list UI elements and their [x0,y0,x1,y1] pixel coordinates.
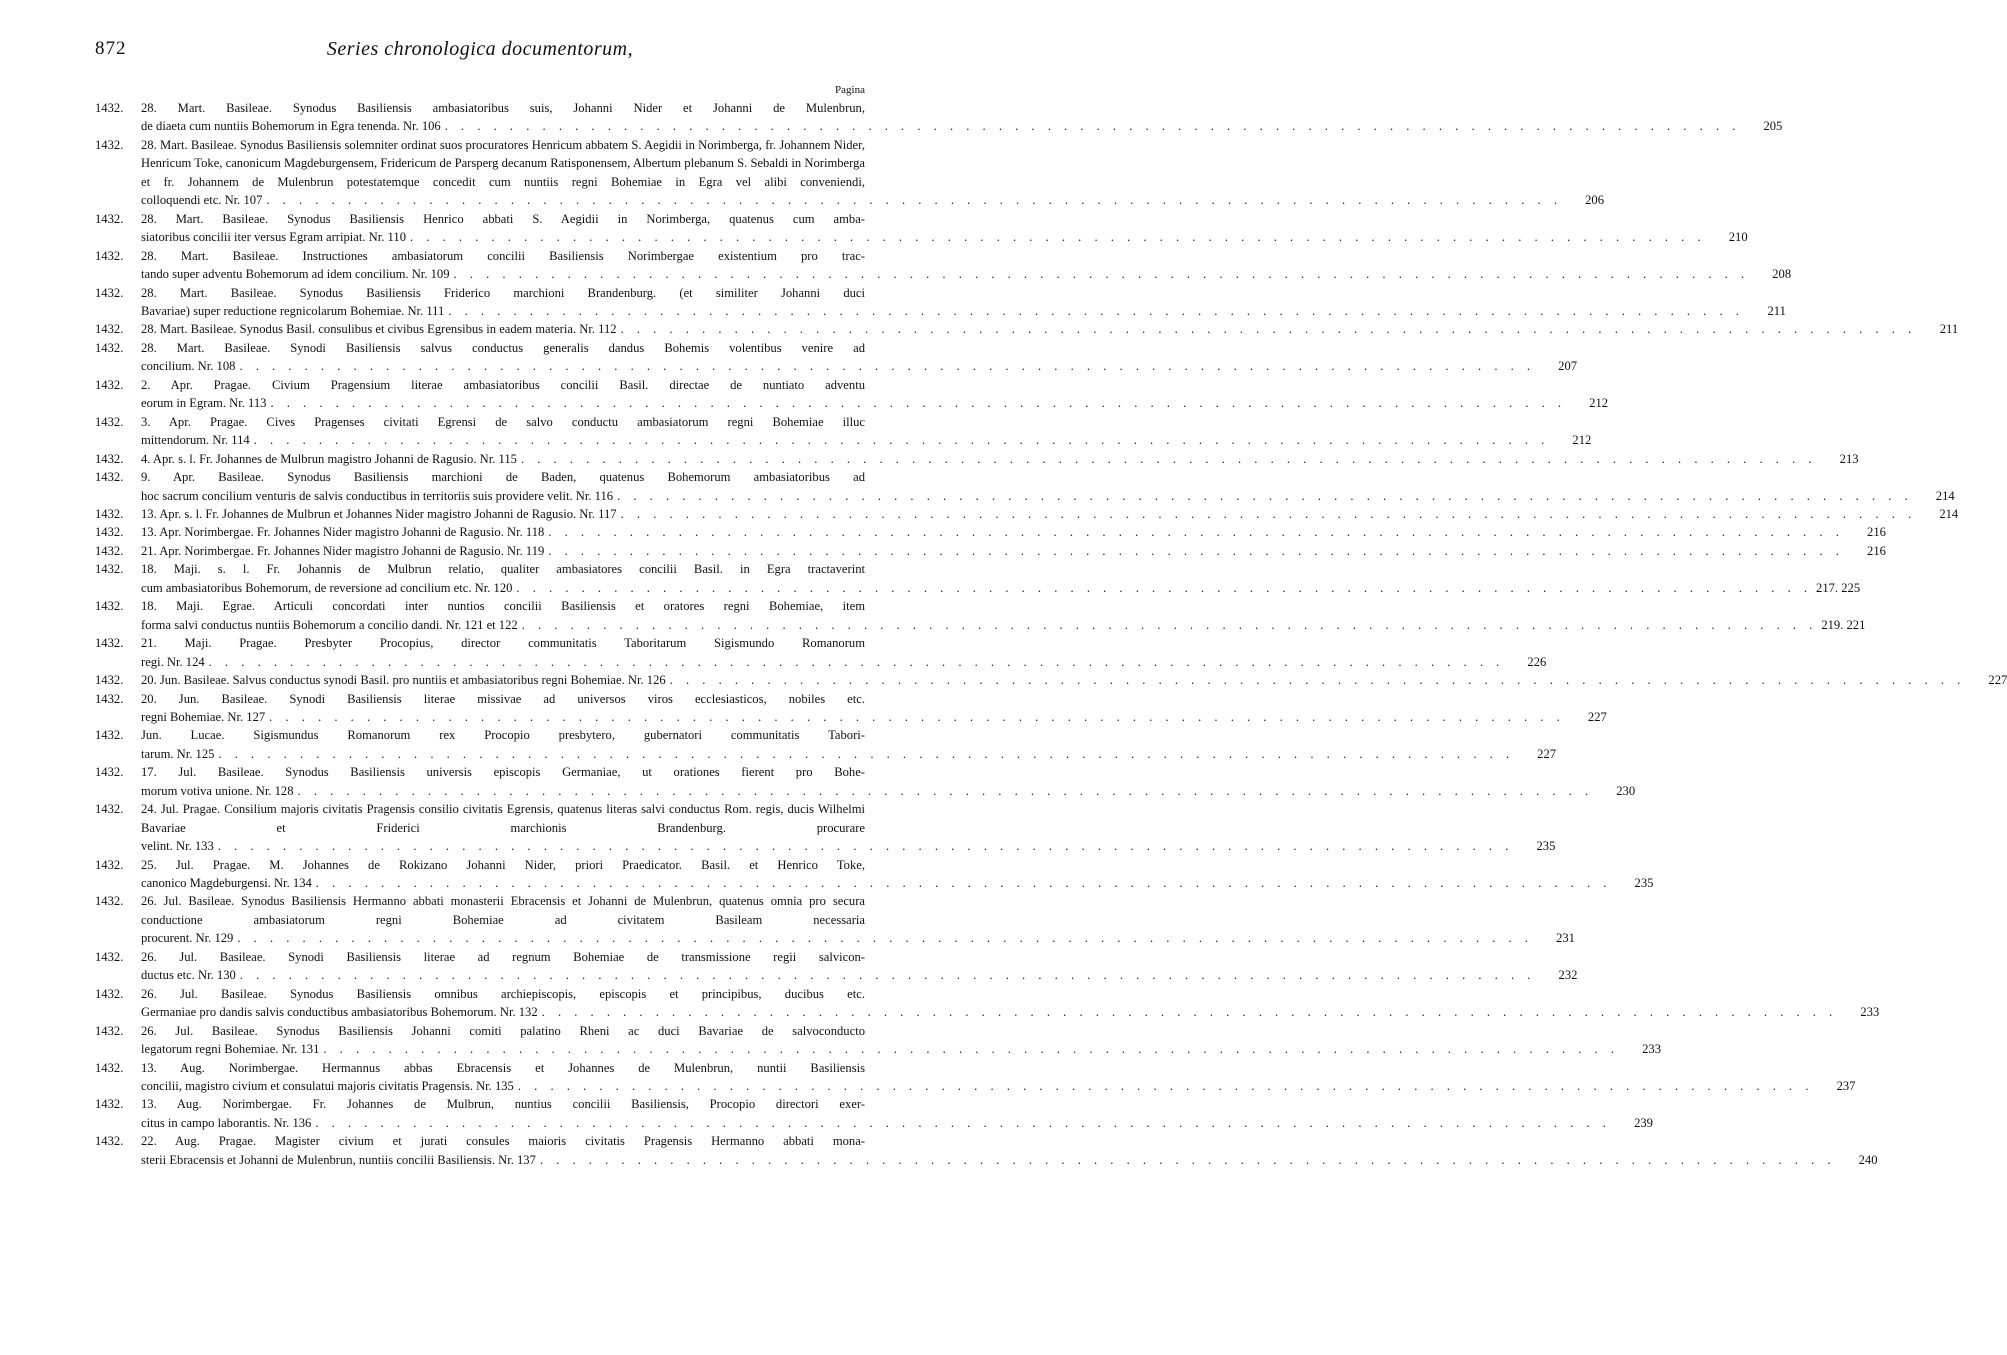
entry-body [141,339,1578,376]
entry-year: 1432. [95,377,124,392]
entry-year: 1432. [95,673,124,688]
entry-text: 20. Jun. Basileae. Synodi Basiliensis literae missivae ad universos viros ecclesiasticos, nobiles etc. [141,691,865,706]
entry-text-end: Bavariae) super reductione regnicolarum Bohemiae. Nr. 111 [141,303,445,318]
dot-leader: . . . . . . . . . . . . . . . . . . . . . . . . . . . . . . . . . . . . . . . . . . . . . . . . . . . . . . . . . . . . . . . . . . . . . . . . . . . . . . . . [669,673,1966,688]
entry-tail [141,487,1955,505]
entry-text-end: mittendorum. Nr. 114 [141,433,250,448]
entry-page-ref: 211 [1767,303,1786,318]
page-number: 872 [95,38,127,59]
entry-text-end: velint. Nr. 133 [141,839,214,854]
entry-text: 17. Jul. Basileae. Synodus Basiliensis universis episcopis Germaniae, ut orationes fierent pro Bohe- [141,765,865,780]
entry-text-end: eorum in Egram. Nr. 113 [141,396,267,411]
entry-tail [141,228,1748,246]
document-entry [95,1022,1661,1059]
entry-page-ref: 212 [1589,396,1609,411]
document-entry [95,210,1748,247]
document-entry [95,597,1866,634]
dot-leader: . . . . . . . . . . . . . . . . . . . . . . . . . . . . . . . . . . . . . . . . . . . . . . . . . . . . . . . . . . . . . . . . . . . . . . . . . . . . . . . . [323,1042,1619,1057]
entry-body [141,892,1575,947]
entry-tail [141,1040,1661,1058]
entry-text-end: hoc sacrum concilium venturis de salvis conductibus in territoriis suis providere velit. Nr. 116 [141,488,614,503]
dot-leader: . . . . . . . . . . . . . . . . . . . . . . . . . . . . . . . . . . . . . . . . . . . . . . . . . . . . . . . . . . . . . . . . . . . . . . . . . . . . . . . . [208,654,1505,669]
entry-page-ref: 217. 225 [1816,580,1861,595]
entry-text-end: procurent. Nr. 129 [141,931,234,946]
entry-body [141,1022,1661,1059]
entry-page-ref: 213 [1839,451,1859,466]
entry-text: 22. Aug. Pragae. Magister civium et jurati consules maioris civitatis Pragensis Hermanno abbati mona- [141,1134,865,1149]
document-entry [95,99,1783,136]
entry-text-end: Germaniae pro dandis salvis conductibus ambasiatoribus Bohemorum. Nr. 132 [141,1005,538,1020]
entry-text: 9. Apr. Basileae. Synodus Basiliensis marchioni de Baden, quatenus Bohemorum ambasiatoribus ad [141,470,865,485]
entry-body [141,690,1607,727]
entry-tail [141,708,1607,726]
entry-page-ref: 227 [1587,709,1607,724]
dot-leader: . . . . . . . . . . . . . . . . . . . . . . . . . . . . . . . . . . . . . . . . . . . . . . . . . . . . . . . . . . . . . . . . . . . . . . . . . . . . . . . . [237,931,1533,946]
entry-page-ref: 210 [1728,230,1748,245]
entry-tail [141,117,1783,135]
entry-year: 1432. [95,451,124,466]
entry-page-ref: 239 [1634,1115,1653,1130]
entry-page-ref: 233 [1860,1005,1880,1020]
entry-year: 1432. [95,211,124,226]
entry-tail [141,653,1547,671]
dot-leader: . . . . . . . . . . . . . . . . . . . . . . . . . . . . . . . . . . . . . . . . . . . . . . . . . . . . . . . . . . . . . . . . . . . . . . . . . . . . . . . . [453,267,1750,282]
entry-text-end: de diaeta cum nuntiis Bohemorum in Egra tenenda. Nr. 106 [141,119,441,134]
entry-year: 1432. [95,562,124,577]
dot-leader: . . . . . . . . . . . . . . . . . . . . . . . . . . . . . . . . . . . . . . . . . . . . . . . . . . . . . . . . . . . . . . . . . . . . . . . . . . . . . . . . [548,525,1844,540]
entry-text-end: ductus etc. Nr. 130 [141,968,236,983]
entry-text-end: forma salvi conductus nuntiis Bohemorum a concilio dandi. Nr. 121 et 122 [141,617,518,632]
entry-text-end: legatorum regni Bohemiae. Nr. 131 [141,1042,320,1057]
entry-body [141,597,1866,634]
entry-text: 28. Mart. Basileae. Synodus Basiliensis Henrico abbati S. Aegidii in Norimberga, quatenus cum amba- [141,211,865,226]
dot-leader: . . . . . . . . . . . . . . . . . . . . . . . . . . . . . . . . . . . . . . . . . . . . . . . . . . . . . . . . . . . . . . . . . . . . . . . . . . . . . . . . [269,709,1565,724]
entry-page-ref: 214 [1935,488,1955,503]
entry-text-end: tarum. Nr. 125 [141,746,215,761]
entry-year: 1432. [95,340,124,355]
entry-tail [141,874,1654,892]
entry-text: 25. Jul. Pragae. M. Johannes de Rokizano Johanni Nider, priori Praedicator. Basil. et Henrico Toke, [141,857,865,872]
entry-year: 1432. [95,470,124,485]
entry-text: 28. Mart. Basileae. Synodus Basiliensis ambasiatoribus suis, Johanni Nider et Johanni de Mulenbrun, [141,101,865,115]
entry-tail [141,505,1959,523]
document-entry [95,523,1886,541]
entry-tail [141,191,1604,209]
entry-text-end: cum ambasiatoribus Bohemorum, de reversione ad concilium etc. Nr. 120 [141,580,513,595]
entry-body [141,320,1959,338]
dot-leader: . . . . . . . . . . . . . . . . . . . . . . . . . . . . . . . . . . . . . . . . . . . . . . . . . . . . . . . . . . . . . . . . . . . . . . . . . . . . . . . . [539,1152,1836,1167]
entry-tail [141,671,2007,689]
dot-leader: . . . . . . . . . . . . . . . . . . . . . . . . . . . . . . . . . . . . . . . . . . . . . . . . . . . . . . . . . . . . . . . . . . . . . . . . . . . . . . . . [297,783,1594,798]
entry-page-ref: 226 [1527,654,1547,669]
entry-year: 1432. [95,765,124,780]
document-entry [95,1132,1878,1169]
entry-year: 1432. [95,525,124,540]
dot-leader: . . . . . . . . . . . . . . . . . . . . . . . . . . . . . . . . . . . . . . . . . . . . . . . . . . . . . . . . . . . . . . . . . . . . . . . . . . . . . . . . [620,322,1917,337]
entry-text: 18. Maji. s. l. Fr. Johannis de Mulbrun relatio, qualiter ambasiatores concilii Basil. in Egra tractaverint [141,562,865,577]
entry-body [141,763,1636,800]
entry-tail [141,616,1866,634]
entry-body [141,505,1959,523]
entry-page-ref: 205 [1763,119,1783,134]
entry-year: 1432. [95,506,124,521]
document-entry [95,247,1792,284]
entry-page-ref: 211 [1939,322,1959,337]
dot-leader: . . . . . . . . . . . . . . . . . . . . . . . . . . . . . . . . . . . . . . . . . . . . . . . . . . . . . . . . . . . . . . . . . . . . . . . . . . . . . . . . [620,506,1917,521]
document-entry [95,1095,1653,1132]
entry-tail [141,1003,1880,1021]
entry-text-end: morum votiva unione. Nr. 128 [141,783,294,798]
entry-tail [141,394,1609,412]
entry-page-ref: 230 [1616,783,1636,798]
entry-text: 28. Mart. Basileae. Instructiones ambasiatorum concilii Basiliensis Norimbergae existentium pro trac- [141,248,865,263]
entry-body [141,634,1547,671]
entry-page-ref: 207 [1558,359,1578,374]
entry-year: 1432. [95,101,124,115]
entry-year: 1432. [95,728,124,743]
entry-text-end: sterii Ebracensis et Johanni de Mulenbrun, nuntiis concilii Basiliensis. Nr. 137 [141,1152,536,1167]
document-entry [95,892,1575,947]
document-entry [95,505,1959,523]
entry-body [141,523,1886,541]
document-entry [95,985,1880,1022]
entry-body [141,985,1880,1022]
dot-leader: . . . . . . . . . . . . . . . . . . . . . . . . . . . . . . . . . . . . . . . . . . . . . . . . . . . . . . . . . . . . . . . . . . . . . . . . . . . . . . . . [266,193,1562,208]
entry-text: 28. Mart. Basileae. Synodus Basiliensis Friderico marchioni Brandenburg. (et similiter Johanni duci [141,285,865,300]
dot-leader: . . . . . . . . . . . . . . . . . . . . . . . . . . . . . . . . . . . . . . . . . . . . . . . . . . . . . . . . . . . . . . . . . . . . . . . . . . . . . . . . [521,617,1818,632]
dot-leader: . . . . . . . . . . . . . . . . . . . . . . . . . . . . . . . . . . . . . . . . . . . . . . . . . . . . . . . . . . . . . . . . . . . . . . . . . . . . . . . . [410,230,1706,245]
document-entry [95,339,1578,376]
entry-year: 1432. [95,1023,124,1038]
entry-tail [141,302,1786,320]
document-entry [95,726,1557,763]
entry-text-end: canonico Magdeburgensi. Nr. 134 [141,876,312,891]
entry-page-ref: 235 [1536,839,1556,854]
entry-year: 1432. [95,285,124,300]
entry-body [141,99,1783,136]
entry-year: 1432. [95,986,124,1001]
entry-text-end: 28. Mart. Basileae. Synodus Basil. consulibus et civibus Egrensibus in eadem materia. Nr. 112 [141,322,617,337]
document-entry [95,690,1607,727]
document-entry [95,560,1861,597]
entry-page-ref: 219. 221 [1821,617,1866,632]
dot-leader: . . . . . . . . . . . . . . . . . . . . . . . . . . . . . . . . . . . . . . . . . . . . . . . . . . . . . . . . . . . . . . . . . . . . . . . . . . . . . . . . [517,1079,1814,1094]
entry-tail [141,579,1861,597]
dot-leader: . . . . . . . . . . . . . . . . . . . . . . . . . . . . . . . . . . . . . . . . . . . . . . . . . . . . . . . . . . . . . . . . . . . . . . . . . . . . . . . . [548,543,1844,558]
document-entry [95,856,1654,893]
entry-year: 1432. [95,322,124,337]
entry-year: 1432. [95,1097,124,1112]
entry-text: 24. Jul. Pragae. Consilium majoris civitatis Pragensis consilio civitatis Egrensis, quatenus literas salvi conductus Rom. regis, ducis Wilhelmi Bavariae et Friderici marchionis Brandenburg. procurare [141,802,865,835]
entry-text: 13. Aug. Norimbergae. Fr. Johannes de Mulbrun, nuntius concilii Basiliensis, Procopio directori exer- [141,1097,865,1112]
dot-leader: . . . . . . . . . . . . . . . . . . . . . . . . . . . . . . . . . . . . . . . . . . . . . . . . . . . . . . . . . . . . . . . . . . . . . . . . . . . . . . . . [315,1115,1611,1130]
entry-body [141,247,1792,284]
entry-tail [141,782,1636,800]
entry-text: 21. Maji. Pragae. Presbyter Procopius, director communitatis Taboritarum Sigismundo Romanorum [141,636,865,651]
entry-text: 2. Apr. Pragae. Civium Pragensium literae ambasiatoribus concilii Basil. directae de nuntiato adventu [141,377,865,392]
entry-text: 3. Apr. Pragae. Cives Pragenses civitati Egrensi de salvo conductu ambasiatorum regni Bohemiae illuc [141,414,865,429]
document-entry [95,1059,1856,1096]
entry-text: 13. Aug. Norimbergae. Hermannus abbas Ebracensis et Johannes de Mulenbrun, nuntii Basiliensis [141,1060,865,1075]
entry-tail [141,929,1575,947]
entry-text-end: tando super adventu Bohemorum ad idem concilium. Nr. 109 [141,267,450,282]
page-header [95,38,865,68]
entry-text-end: colloquendi etc. Nr. 107 [141,193,263,208]
document-entry [95,800,1556,855]
entry-text-end: siatoribus concilii iter versus Egram arripiat. Nr. 110 [141,230,406,245]
entry-year: 1432. [95,137,124,152]
entry-text: 26. Jul. Basileae. Synodus Basiliensis Hermanno abbati monasterii Ebracensis et Johanni de Mulenbrun, quatenus omnia pro secura conductione ambasiatorum regni Bohemiae ad civitatem Basileam necessaria [141,894,865,927]
entry-body [141,136,1604,210]
document-entry [95,376,1609,413]
entry-page-ref: 227 [1988,673,2007,688]
entry-body [141,376,1609,413]
entry-tail [141,837,1556,855]
entry-year: 1432. [95,1060,124,1075]
dot-leader: . . . . . . . . . . . . . . . . . . . . . . . . . . . . . . . . . . . . . . . . . . . . . . . . . . . . . . . . . . . . . . . . . . . . . . . . . . . . . . . . [617,488,1913,503]
dot-leader: . . . . . . . . . . . . . . . . . . . . . . . . . . . . . . . . . . . . . . . . . . . . . . . . . . . . . . . . . . . . . . . . . . . . . . . . . . . . . . . . [218,746,1515,761]
entry-page-ref: 212 [1572,433,1592,448]
entry-tail [141,431,1592,449]
entry-body [141,726,1557,763]
entry-tail [141,320,1959,338]
entry-body [141,800,1556,855]
entry-page-ref: 216 [1867,525,1886,540]
entry-tail [141,1077,1856,1095]
entry-text: 26. Jul. Basileae. Synodus Basiliensis Johanni comiti palatino Rheni ac duci Bavariae de salvoconducto [141,1023,865,1038]
entry-year: 1432. [95,949,124,964]
entry-tail [141,265,1792,283]
entry-body [141,468,1955,505]
entry-text-end: 13. Apr. Norimbergae. Fr. Johannes Nider magistro Johanni de Ragusio. Nr. 118 [141,525,545,540]
entry-text-end: concilium. Nr. 108 [141,359,236,374]
document-entry [95,948,1578,985]
document-entry [95,284,1786,321]
dot-leader: . . . . . . . . . . . . . . . . . . . . . . . . . . . . . . . . . . . . . . . . . . . . . . . . . . . . . . . . . . . . . . . . . . . . . . . . . . . . . . . . [516,580,1813,595]
dot-leader: . . . . . . . . . . . . . . . . . . . . . . . . . . . . . . . . . . . . . . . . . . . . . . . . . . . . . . . . . . . . . . . . . . . . . . . . . . . . . . . . [448,303,1744,318]
entry-year: 1432. [95,894,124,909]
entry-body [141,671,2007,689]
dot-leader: . . . . . . . . . . . . . . . . . . . . . . . . . . . . . . . . . . . . . . . . . . . . . . . . . . . . . . . . . . . . . . . . . . . . . . . . . . . . . . . . [444,119,1741,134]
entry-tail [141,357,1578,375]
entry-page-ref: 208 [1772,267,1792,282]
dot-leader: . . . . . . . . . . . . . . . . . . . . . . . . . . . . . . . . . . . . . . . . . . . . . . . . . . . . . . . . . . . . . . . . . . . . . . . . . . . . . . . . [253,433,1550,448]
document-list [95,99,2007,1169]
entry-body [141,450,1859,468]
document-entry [95,763,1636,800]
entry-text-end: concilii, magistro civium et consulatui majoris civitatis Pragensis. Nr. 135 [141,1079,514,1094]
entry-text: 26. Jul. Basileae. Synodi Basiliensis literae ad regnum Bohemiae de transmissione regii salvicon- [141,949,865,964]
entry-year: 1432. [95,802,124,817]
entry-text: 28. Mart. Basileae. Synodi Basiliensis salvus conductus generalis dandus Bohemis volentibus venire ad [141,340,865,355]
entry-year: 1432. [95,414,124,429]
entry-text-end: regi. Nr. 124 [141,654,205,669]
entry-year: 1432. [95,599,124,614]
entry-body [141,542,1886,560]
entry-year: 1432. [95,691,124,706]
entry-year: 1432. [95,857,124,872]
entry-year: 1432. [95,543,124,558]
document-entry [95,136,1604,210]
pagina-column-label: Pagina [835,84,865,96]
entry-page-ref: 233 [1642,1042,1661,1057]
document-entry [95,450,1859,468]
dot-leader: . . . . . . . . . . . . . . . . . . . . . . . . . . . . . . . . . . . . . . . . . . . . . . . . . . . . . . . . . . . . . . . . . . . . . . . . . . . . . . . . [520,451,1817,466]
entry-body [141,210,1748,247]
entry-year: 1432. [95,636,124,651]
entry-text: 26. Jul. Basileae. Synodus Basiliensis omnibus archiepiscopis, episcopis et principibus, ducibus etc. [141,986,865,1001]
dot-leader: . . . . . . . . . . . . . . . . . . . . . . . . . . . . . . . . . . . . . . . . . . . . . . . . . . . . . . . . . . . . . . . . . . . . . . . . . . . . . . . . [315,876,1612,891]
entry-body [141,560,1861,597]
entry-tail [141,542,1886,560]
entry-body [141,1059,1856,1096]
entry-page-ref: 231 [1556,931,1575,946]
entry-tail [141,523,1886,541]
entry-text-end: 4. Apr. s. l. Fr. Johannes de Mulbrun magistro Johanni de Ragusio. Nr. 115 [141,451,517,466]
entry-page-ref: 237 [1836,1079,1856,1094]
document-entry [95,634,1547,671]
entry-page-ref: 235 [1634,876,1654,891]
entry-year: 1432. [95,248,124,263]
entry-year: 1432. [95,1134,124,1149]
dot-leader: . . . . . . . . . . . . . . . . . . . . . . . . . . . . . . . . . . . . . . . . . . . . . . . . . . . . . . . . . . . . . . . . . . . . . . . . . . . . . . . . [217,839,1514,854]
entry-page-ref: 240 [1858,1152,1878,1167]
entry-tail [141,450,1859,468]
dot-leader: . . . . . . . . . . . . . . . . . . . . . . . . . . . . . . . . . . . . . . . . . . . . . . . . . . . . . . . . . . . . . . . . . . . . . . . . . . . . . . . . [541,1005,1838,1020]
entry-page-ref: 206 [1585,193,1604,208]
document-entry [95,413,1592,450]
entry-text-end: 20. Jun. Basileae. Salvus conductus synodi Basil. pro nuntiis et ambasiatoribus regni Bohemiae. Nr. 126 [141,673,666,688]
entry-page-ref: 216 [1867,543,1886,558]
entry-body [141,413,1592,450]
entry-tail [141,745,1557,763]
document-entry [95,542,1886,560]
entry-text-end: 21. Apr. Norimbergae. Fr. Johannes Nider magistro Johanni de Ragusio. Nr. 119 [141,543,545,558]
entry-body [141,284,1786,321]
entry-tail [141,966,1578,984]
entry-page-ref: 227 [1537,746,1557,761]
document-entry [95,468,1955,505]
entry-page-ref: 232 [1558,968,1578,983]
dot-leader: . . . . . . . . . . . . . . . . . . . . . . . . . . . . . . . . . . . . . . . . . . . . . . . . . . . . . . . . . . . . . . . . . . . . . . . . . . . . . . . . [239,968,1536,983]
running-title: Series chronologica documentorum, [326,38,634,60]
entry-text-end: regni Bohemiae. Nr. 127 [141,709,266,724]
entry-body [141,1095,1653,1132]
entry-tail [141,1151,1878,1169]
entry-body [141,1132,1878,1169]
entry-text-end: citus in campo laborantis. Nr. 136 [141,1115,312,1130]
document-entry [95,320,1959,338]
document-entry [95,671,2007,689]
entry-text: 18. Maji. Egrae. Articuli concordati inter nuntios concilii Basiliensis et oratores regni Bohemiae, item [141,599,865,614]
entry-text: 28. Mart. Basileae. Synodus Basiliensis solemniter ordinat suos procuratores Henricum abbatem S. Aegidii in Norimberga, fr. Johannem Nider, Henricum Toke, canonicum Magdeburgensem, Fridericum de Parsperg decanum Ratisponensem, Albertum plebanum S. Sebaldi in Norimberga et fr. Johannem de Mulenbrun potestatemque concedit cum nuntiis regni Bohemiae in Egra vel alibi conveniendi, [141,137,865,189]
entry-text-end: 13. Apr. s. l. Fr. Johannes de Mulbrun et Johannes Nider magistro Johanni de Ragusio. Nr. 117 [141,506,617,521]
dot-leader: . . . . . . . . . . . . . . . . . . . . . . . . . . . . . . . . . . . . . . . . . . . . . . . . . . . . . . . . . . . . . . . . . . . . . . . . . . . . . . . . [239,359,1536,374]
entry-tail [141,1114,1653,1132]
entry-body [141,856,1654,893]
entry-body [141,948,1578,985]
entry-page-ref: 214 [1939,506,1959,521]
dot-leader: . . . . . . . . . . . . . . . . . . . . . . . . . . . . . . . . . . . . . . . . . . . . . . . . . . . . . . . . . . . . . . . . . . . . . . . . . . . . . . . . [270,396,1567,411]
entry-text: Jun. Lucae. Sigismundus Romanorum rex Procopio presbytero, gubernatori communitatis Tabori- [141,728,865,743]
